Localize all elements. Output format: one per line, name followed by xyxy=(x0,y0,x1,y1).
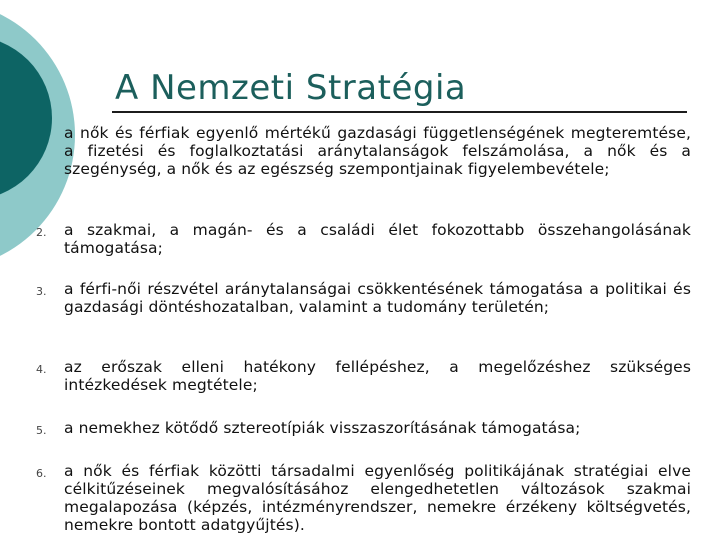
list-item-text: a nemekhez kötődő sztereotípiák visszaszorításának támogatása; xyxy=(64,419,581,437)
list-item xyxy=(36,419,691,437)
list-item-number: 2. xyxy=(36,226,47,239)
list-item-number xyxy=(36,124,64,178)
list-item xyxy=(36,462,691,534)
list-item xyxy=(36,221,691,257)
list-item-number: 3. xyxy=(36,285,47,298)
list-item-text: az erőszak elleni hatékony fellépéshez, a megelőzéshez szükséges intézkedések megtétele; xyxy=(64,358,691,394)
list-item-text: a férfi-női részvétel aránytalanságai csökkentésének támogatása a politikai és gazdasági döntéshozatalban, valamint a tudomány területén; xyxy=(64,280,691,316)
list-item-number: 4. xyxy=(36,363,47,376)
slide-title: A Nemzeti Stratégia xyxy=(115,68,467,108)
list-item-text: a nők és férfiak közötti társadalmi egyenlőség politikájának stratégiai elve célkitűzéseinek megvalósításához elengedhetetlen változások szakmai megalapozása (képzés, intézményrendszer, nemekre érzékeny költségvetés, nemekre bontott adatgyűjtés). xyxy=(64,462,691,534)
list-item xyxy=(36,124,691,178)
list-item-number: 5. xyxy=(36,424,47,437)
list-item-text: a szakmai, a magán- és a családi élet fokozottabb összehangolásának támogatása; xyxy=(64,221,691,257)
list-item xyxy=(36,358,691,394)
list-item-text: a nők és férfiak egyenlő mértékű gazdasági függetlenségének megteremtése, a fizetési és foglalkoztatási aránytalanságok felszámolása, a nők és a szegénység, a nők és az egészség szempontjainak figyelembevétele; xyxy=(64,124,691,178)
list-item xyxy=(36,280,691,316)
title-underline xyxy=(112,111,687,113)
list-item-number: 6. xyxy=(36,467,47,480)
